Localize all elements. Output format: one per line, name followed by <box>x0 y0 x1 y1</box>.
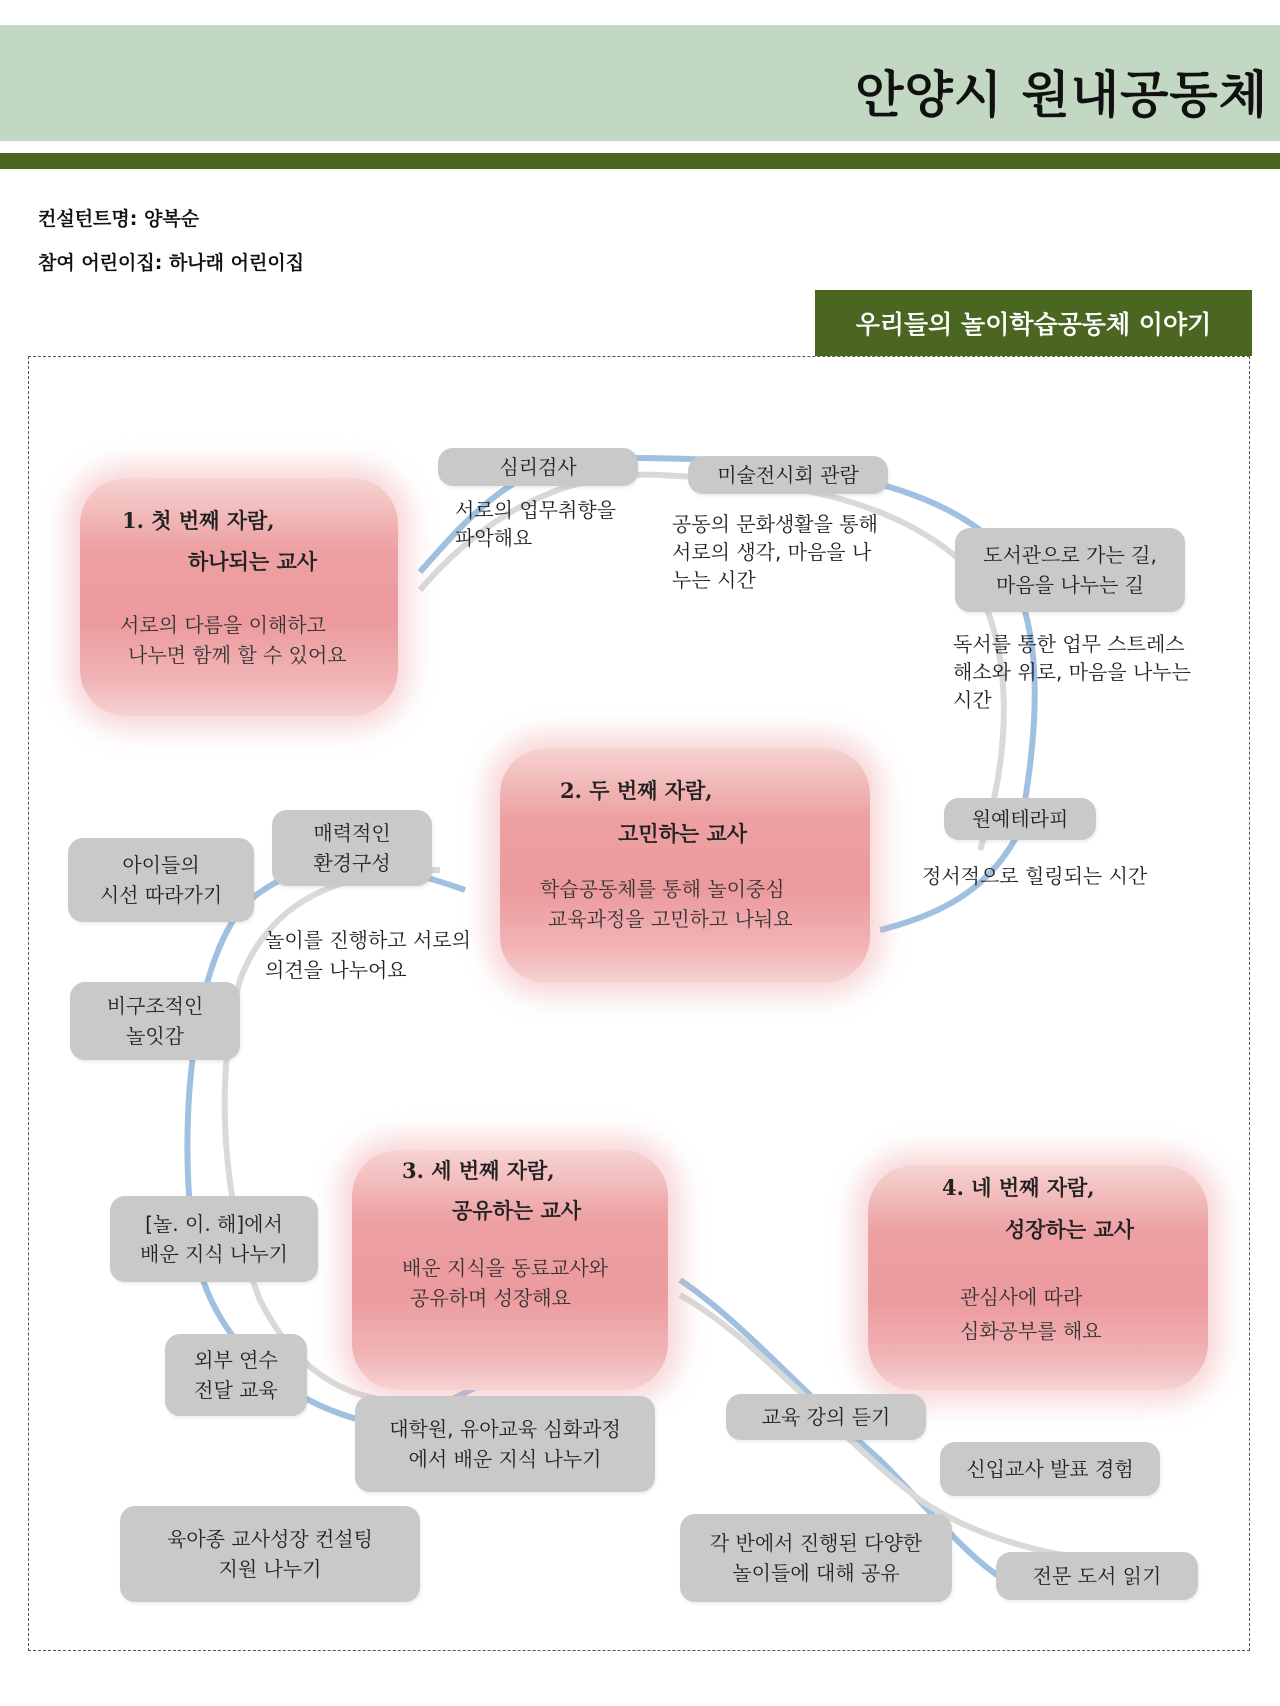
seat-3-title: 3. 세 번째 자람, <box>402 1158 555 1183</box>
pill-consulting-line-2: 지원 나누기 <box>218 1557 322 1581</box>
seat-1-title: 1. 첫 번째 자람, <box>122 508 275 533</box>
note-art-1: 공동의 문화생활을 통해 <box>672 512 878 536</box>
seat-4-desc-2: 심화공부를 해요 <box>960 1319 1102 1343</box>
pill-library-line-1: 도서관으로 가는 길, <box>983 543 1157 567</box>
seat-2-subtitle: 고민하는 교사 <box>618 821 748 846</box>
pill-external-training <box>165 1334 307 1416</box>
note-play-2: 의견을 나누어요 <box>265 958 407 982</box>
pill-consulting-line-1: 육아종 교사성장 컨설팅 <box>167 1527 373 1551</box>
note-reading-2: 해소와 위로, 마음을 나누는 <box>953 660 1191 684</box>
pill-grad-line-2: 에서 배운 지식 나누기 <box>408 1447 602 1471</box>
note-healing: 정서적으로 힐링되는 시간 <box>922 864 1148 888</box>
pill-follow-gaze-line-2: 시선 따라가기 <box>99 883 223 907</box>
pill-art-exhibit-label: 미술전시회 관람 <box>717 463 859 487</box>
consultant-name: 컨설턴트명: 양복순 <box>38 208 200 230</box>
seat-4-subtitle: 성장하는 교사 <box>1005 1217 1135 1242</box>
note-reading-3: 시간 <box>953 688 992 712</box>
seat-3-subtitle: 공유하는 교사 <box>452 1198 582 1223</box>
pill-expert-books-label: 전문 도서 읽기 <box>1032 1564 1162 1588</box>
seat-3-desc-2: 공유하며 성장해요 <box>410 1286 571 1310</box>
note-psych-1: 서로의 업무취향을 <box>455 498 616 522</box>
pill-noihae-line-2: 배운 지식 나누기 <box>140 1242 288 1266</box>
participating-center: 참여 어린이집: 하나래 어린이집 <box>38 252 305 274</box>
pill-horticulture <box>944 798 1096 840</box>
pill-library-line-2: 마음을 나누는 길 <box>996 573 1144 597</box>
pill-class-play-line-1: 각 반에서 진행된 다양한 <box>709 1531 923 1555</box>
note-art-3: 누는 시간 <box>672 568 756 592</box>
pill-library <box>955 528 1185 612</box>
pill-lecture <box>726 1394 926 1440</box>
pill-attractive-line-2: 환경구성 <box>313 851 391 875</box>
pill-attractive-environment <box>272 810 432 886</box>
pill-class-play-line-2: 놀이들에 대해 공유 <box>732 1561 900 1585</box>
pill-unstructured-line-2: 놀잇감 <box>126 1024 184 1048</box>
note-play-1: 놀이를 진행하고 서로의 <box>265 928 471 952</box>
seat-4-title: 4. 네 번째 자람, <box>942 1175 1095 1200</box>
pill-external-line-1: 외부 연수 <box>194 1348 278 1372</box>
seat-2-title: 2. 두 번째 자람, <box>560 778 713 803</box>
pill-psych-test-label: 심리검사 <box>499 455 577 479</box>
pill-follow-gaze <box>68 838 254 922</box>
seat-3-desc-1: 배운 지식을 동료교사와 <box>402 1256 608 1280</box>
pill-noihae-line-1: [놀. 이. 해]에서 <box>145 1212 283 1236</box>
note-reading-1: 독서를 통한 업무 스트레스 <box>953 632 1185 656</box>
pill-unstructured-line-1: 비구조적인 <box>106 994 204 1018</box>
pill-new-teacher <box>940 1442 1160 1496</box>
pill-expert-books <box>996 1552 1198 1600</box>
seat-1-desc-2: 나누면 함께 할 수 있어요 <box>128 643 347 667</box>
seat-2-desc-1: 학습공동체를 통해 놀이중심 <box>540 877 785 901</box>
pill-new-teacher-label: 신입교사 발표 경험 <box>966 1457 1134 1481</box>
pill-consulting-support <box>120 1506 420 1602</box>
pill-attractive-line-1: 매력적인 <box>313 821 391 845</box>
pill-graduate-school <box>355 1396 655 1492</box>
seat-2-desc-2: 교육과정을 고민하고 나눠요 <box>548 907 793 931</box>
pill-class-play <box>680 1514 952 1602</box>
seat-1-subtitle: 하나되는 교사 <box>188 549 318 574</box>
seat-4-desc-1: 관심사에 따라 <box>960 1285 1083 1309</box>
page-title: 안양시 원내공동체 <box>855 66 1268 124</box>
pill-psych-test <box>438 448 638 486</box>
pill-noihae <box>110 1196 318 1282</box>
seat-1-desc-1: 서로의 다름을 이해하고 <box>120 613 326 637</box>
note-art-2: 서로의 생각, 마음을 나 <box>672 540 872 564</box>
pill-follow-gaze-line-1: 아이들의 <box>122 853 200 877</box>
pill-grad-line-1: 대학원, 유아교육 심화과정 <box>389 1417 621 1441</box>
pill-horticulture-label: 원예테라피 <box>971 807 1069 831</box>
pill-lecture-label: 교육 강의 듣기 <box>761 1405 891 1429</box>
pill-external-line-2: 전달 교육 <box>194 1378 278 1402</box>
pill-art-exhibit <box>688 456 888 494</box>
pill-unstructured-toys <box>70 982 240 1060</box>
story-title: 우리들의 놀이학습공동체 이야기 <box>815 290 1252 356</box>
note-psych-2: 파악해요 <box>455 526 533 550</box>
